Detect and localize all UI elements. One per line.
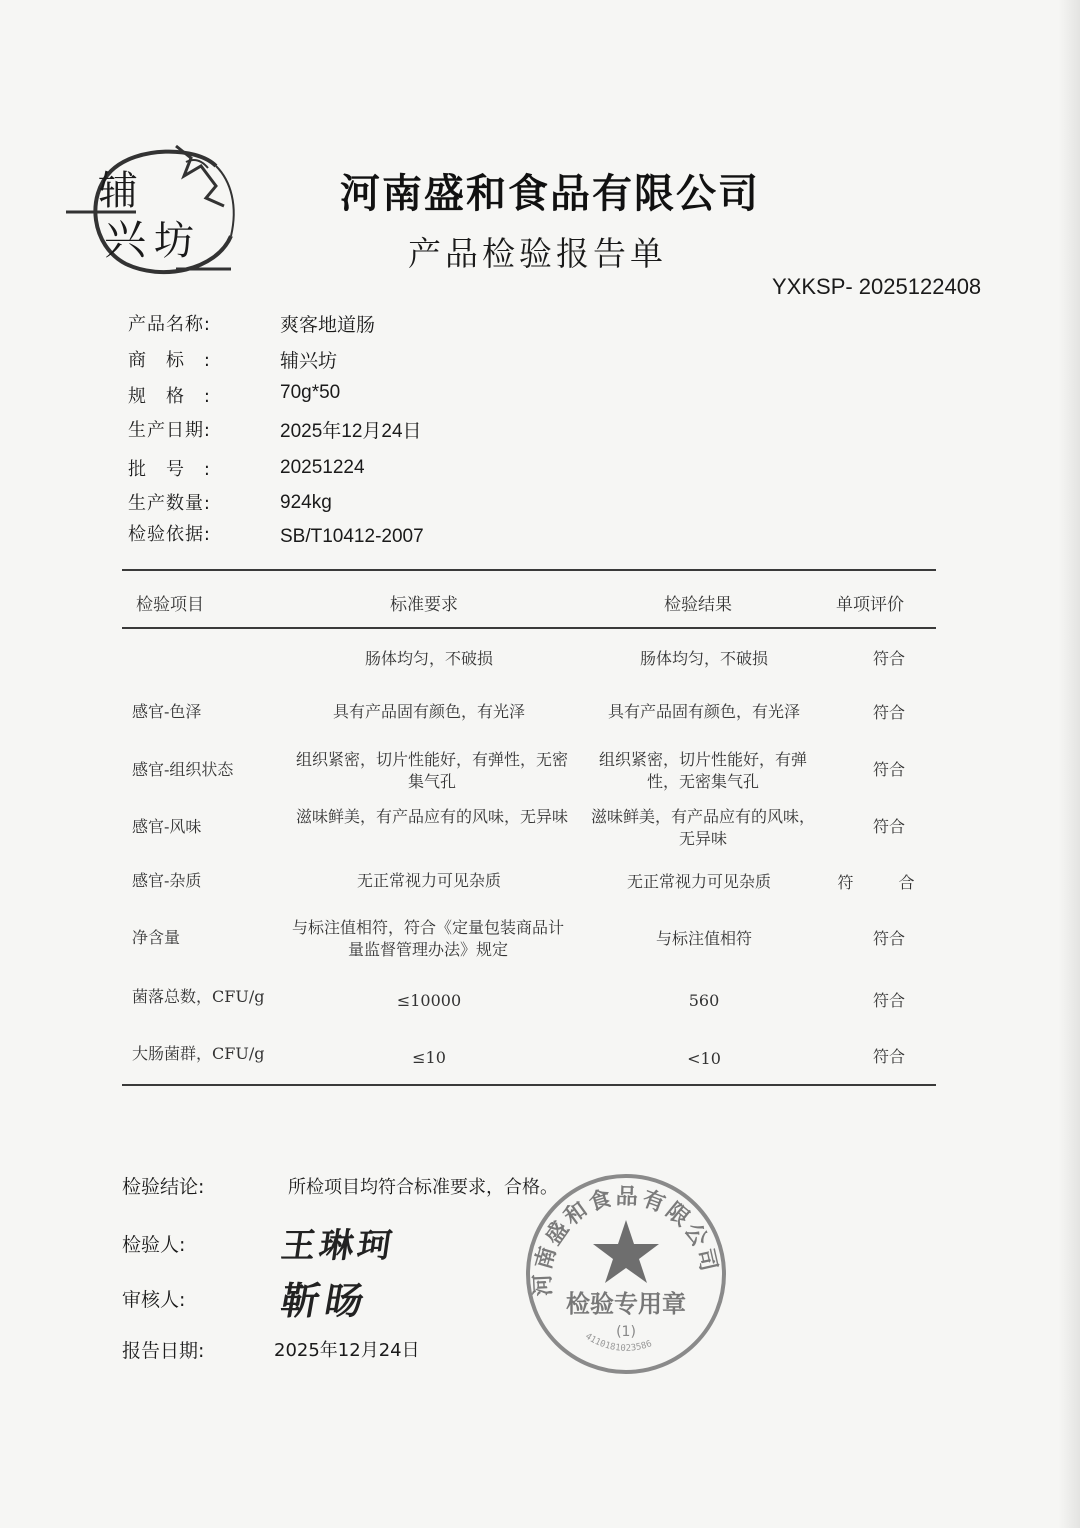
company-name: 河南盛和食品有限公司	[340, 171, 760, 217]
table-row-0-evaluation: 符合	[872, 649, 905, 668]
table-row-2-standard: 组织紧密，切片性能好，有弹性，无密集气孔	[295, 750, 568, 791]
table-row-5-evaluation: 符合	[872, 929, 905, 948]
inspector-signature: 王琳珂	[278, 1226, 399, 1266]
info-label-production-date: 生产日期:	[128, 420, 210, 441]
report-number: YXKSP- 2025122408	[772, 274, 982, 299]
table-row-0-result: 肠体均匀，不破损	[639, 649, 768, 668]
table-row-4-standard: 无正常视力可见杂质	[356, 871, 501, 890]
info-value-production-date: 2025年12月24日	[280, 421, 422, 442]
table-row-3-item: 感官-风味	[132, 817, 202, 836]
table-row-5-standard: 与标注值相符，符合《定量包装商品计量监督管理办法》规定	[291, 918, 564, 959]
stamp-code: 4110181023586	[583, 1331, 654, 1354]
table-row-4-item: 感官-杂质	[132, 871, 202, 890]
table-row-7-result: <10	[687, 1049, 721, 1068]
stamp-center-text: 检验专用章	[566, 1290, 686, 1318]
info-label-batch: 批号:	[128, 459, 210, 480]
table-row-6-result: 560	[688, 991, 720, 1010]
info-label-quantity: 生产数量:	[128, 493, 210, 514]
table-row-2-evaluation: 符合	[872, 760, 905, 779]
table-row-6-evaluation: 符合	[872, 991, 905, 1010]
stamp-number: (1)	[616, 1324, 636, 1340]
table-row-2-item: 感官-组织状态	[132, 760, 234, 779]
table-row-1-evaluation: 符合	[872, 703, 905, 722]
table-top-rule	[122, 569, 936, 571]
table-header-result: 检验结果	[664, 595, 732, 615]
info-label-brand: 商标:	[128, 350, 210, 371]
info-value-brand: 辅兴坊	[280, 351, 338, 372]
table-header-evaluation: 单项评价	[836, 595, 904, 615]
info-value-product-name: 爽客地道肠	[280, 315, 376, 336]
reviewer-label: 审核人:	[122, 1289, 186, 1311]
table-bottom-rule	[122, 1084, 936, 1086]
svg-text:兴: 兴	[104, 215, 147, 264]
company-logo	[66, 136, 246, 286]
table-header-item: 检验项目	[136, 595, 204, 615]
inspection-seal-stamp	[524, 1172, 728, 1376]
table-row-6-standard: ≤10000	[396, 991, 462, 1010]
report-date-value: 2025年12月24日	[274, 1340, 420, 1361]
table-row-1-result: 具有产品固有颜色，有光泽	[607, 702, 800, 721]
info-label-standard: 检验依据:	[128, 524, 210, 545]
table-row-5-item: 净含量	[132, 928, 181, 947]
reviewer-signature: 靳旸	[277, 1278, 374, 1323]
table-row-4-result: 无正常视力可见杂质	[626, 872, 771, 891]
table-header-standard: 标准要求	[390, 595, 458, 615]
info-value-spec: 70g*50	[280, 382, 341, 403]
report-date-label: 报告日期:	[122, 1340, 205, 1362]
logo-text: 辅	[98, 168, 138, 214]
table-row-2-result: 组织紧密，切片性能好，有弹性，无密集气孔	[598, 750, 807, 791]
inspector-label: 检验人:	[122, 1234, 186, 1256]
table-row-7-evaluation: 符合	[872, 1047, 905, 1066]
info-value-standard: SB/T10412-2007	[280, 526, 424, 547]
document-title: 产品检验报告单	[408, 234, 667, 273]
scan-edge-shadow	[1058, 0, 1080, 1528]
stamp-ring-text: 河南盛和食品有限公司	[530, 1184, 722, 1297]
info-value-batch: 20251224	[280, 457, 365, 478]
table-row-3-standard: 滋味鲜美，有产品应有的风味，无异味	[295, 807, 568, 826]
conclusion-value: 所检项目均符合标准要求，合格。	[288, 1177, 558, 1198]
table-row-3-result: 滋味鲜美，有产品应有的风味，无异味	[590, 807, 815, 848]
table-row-5-result: 与标注值相符	[655, 929, 752, 948]
info-label-spec: 规格:	[128, 386, 210, 407]
table-row-7-item: 大肠菌群，CFU/g	[132, 1044, 265, 1063]
table-row-7-standard: ≤10	[412, 1048, 446, 1067]
table-row-1-standard: 具有产品固有颜色，有光泽	[332, 702, 525, 721]
table-row-1-item: 感官-色泽	[132, 702, 202, 721]
info-label-product-name: 产品名称:	[128, 314, 210, 335]
table-row-6-item: 菌落总数，CFU/g	[132, 987, 265, 1006]
svg-text:坊: 坊	[154, 218, 194, 264]
table-row-4-evaluation: 符 合	[837, 873, 915, 892]
table-header-rule	[122, 627, 936, 629]
table-row-3-evaluation: 符合	[872, 817, 905, 836]
info-value-quantity: 924kg	[280, 492, 332, 513]
table-row-0-standard: 肠体均匀，不破损	[364, 649, 493, 668]
conclusion-label: 检验结论:	[122, 1176, 205, 1198]
